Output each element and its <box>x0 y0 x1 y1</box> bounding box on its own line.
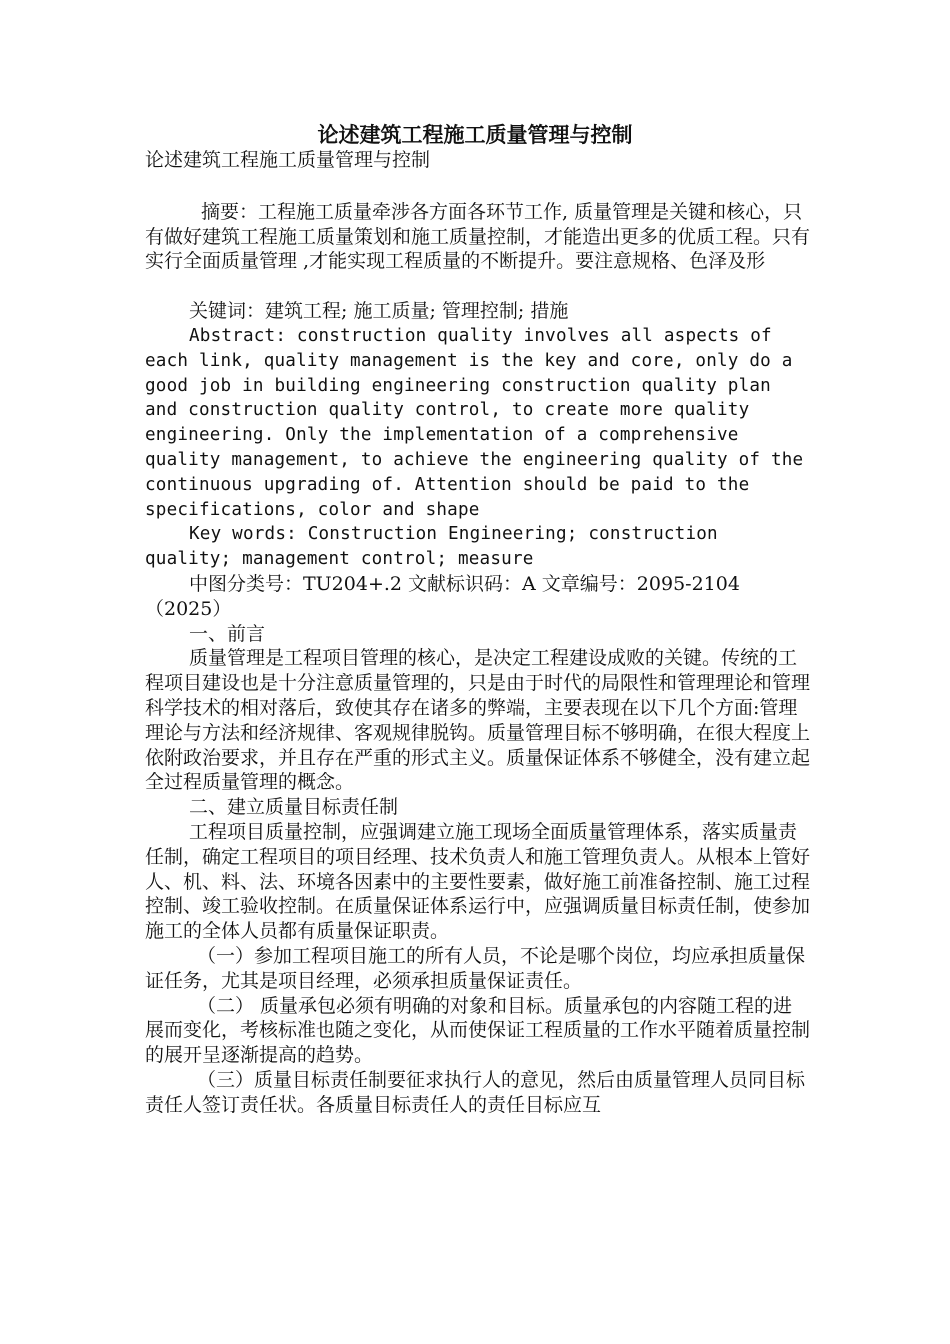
abstract-english: Abstract: construction quality involves all aspects of each link, quality management is the key and core, only do a good job in building engineering construction quality plan and construction quality control, to create more quality engineering. Only the implementation of a comprehensive quality management, to achieve the engineering quality of the continuous upgrading of. Attention should be paid to the specifications, color and shape <box>145 325 804 520</box>
section-heading-responsibility: 二、建立质量目标责任制 <box>189 796 399 819</box>
classification-line: 中图分类号：TU204+.2 文献标识码：A 文章编号：2095-2104（2025） <box>145 572 740 620</box>
abstract-chinese: 摘要：工程施工质量牵涉各方面各环节工作, 质量管理是关键和核心，只有做好建筑工程施工质量策划和施工质量控制，才能造出更多的优质工程。只有实行全面质量管理 ,才能实现工程质量的不断提升。要注意规格、色泽及形 <box>145 200 811 273</box>
keywords-chinese: 关键词：建筑工程; 施工质量; 管理控制; 措施 <box>189 300 569 323</box>
document-title: 论述建筑工程施工质量管理与控制 <box>317 123 633 147</box>
keywords-english: Key words: Construction Engineering; construction quality; management control; measure <box>145 524 718 570</box>
section-heading-preface: 一、前言 <box>189 622 266 645</box>
section-paragraph-preface: 质量管理是工程项目管理的核心，是决定工程建设成败的关键。传统的工程项目建设也是十分注意质量管理的，只是由于时代的局限性和管理理论和管理科学技术的相对落后，致使其存在诸多的弊端，主要表现在以下几个方面:管理理论与方法和经济规律、客观规律脱钩。质量管理目标不够明确，在很大程度上依附政治要求，并且存在严重的形式主义。质量保证体系不够健全，没有建立起全过程质量管理的概念。 <box>145 647 811 794</box>
list-item-2: （二） 质量承包必须有明确的对象和目标。质量承包的内容随工程的进展而变化，考核标准也随之变化，从而使保证工程质量的工作水平随着质量控制的展开呈逐渐提高的趋势。 <box>145 994 811 1067</box>
document-subtitle: 论述建筑工程施工质量管理与控制 <box>145 149 431 171</box>
spacer <box>145 173 810 198</box>
spacer <box>145 274 810 299</box>
list-item-1: （一）参加工程项目施工的所有人员，不论是哪个岗位，均应承担质量保证任务，尤其是项目经理，必须承担质量保证责任。 <box>145 944 806 992</box>
section-paragraph-responsibility: 工程项目质量控制，应强调建立施工现场全面质量管理体系，落实质量责任制，确定工程项目的项目经理、技术负责人和施工管理负责人。从根本上管好人、机、料、法、环境各因素中的主要性要素，做好施工前准备控制、施工过程控制、竣工验收控制。在质量保证体系运行中，应强调质量目标责任制，使参加施工的全体人员都有质量保证职责。 <box>145 820 811 943</box>
document-body <box>145 148 810 1117</box>
list-item-3: （三）质量目标责任制要征求执行人的意见，然后由质量管理人员同目标责任人签订责任状。各质量目标责任人的责任目标应互 <box>145 1068 806 1116</box>
